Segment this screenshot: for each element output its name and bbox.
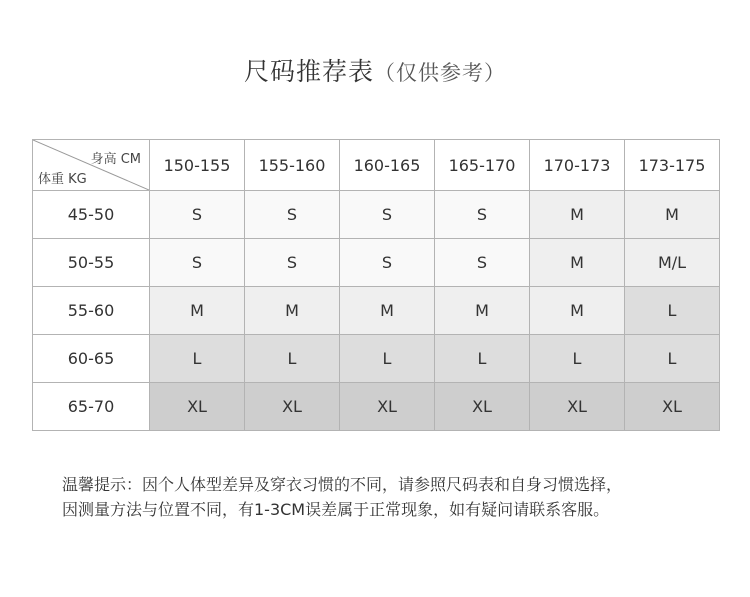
table-row: [33, 383, 720, 431]
size-cell: XL: [340, 383, 435, 431]
size-cell: L: [340, 335, 435, 383]
weight-range-cell: 60-65: [33, 335, 150, 383]
size-cell: S: [245, 191, 340, 239]
height-range-header: 155-160: [245, 140, 340, 191]
size-cell: XL: [150, 383, 245, 431]
size-cell: XL: [245, 383, 340, 431]
size-cell: M: [245, 287, 340, 335]
table-row: [33, 335, 720, 383]
table-header-row: [33, 140, 720, 191]
size-cell: M: [530, 191, 625, 239]
table-row: [33, 239, 720, 287]
height-range-header: 150-155: [150, 140, 245, 191]
size-cell: S: [150, 239, 245, 287]
page-title: [0, 52, 750, 88]
note-line-1: 温馨提示：因个人体型差异及穿衣习惯的不同，请参照尺码表和自身习惯选择，: [62, 475, 623, 494]
size-cell: S: [340, 191, 435, 239]
size-cell: L: [530, 335, 625, 383]
table-row: [33, 191, 720, 239]
size-cell: L: [150, 335, 245, 383]
size-cell: L: [435, 335, 530, 383]
note-line-2: 因测量方法与位置不同，有1-3CM误差属于正常现象，如有疑问请联系客服。: [62, 500, 610, 519]
size-cell: S: [340, 239, 435, 287]
weight-range-cell: 65-70: [33, 383, 150, 431]
size-cell: M: [435, 287, 530, 335]
size-cell: M: [530, 239, 625, 287]
title-main: 尺码推荐表: [243, 57, 374, 86]
size-cell: M: [150, 287, 245, 335]
size-cell: XL: [530, 383, 625, 431]
size-cell: S: [245, 239, 340, 287]
corner-weight-label: 体重 KG: [38, 172, 87, 187]
size-cell: XL: [625, 383, 720, 431]
size-chart-table: [32, 139, 720, 431]
table-corner-cell: [33, 140, 150, 191]
table-row: [33, 287, 720, 335]
size-cell: S: [435, 191, 530, 239]
weight-range-cell: 45-50: [33, 191, 150, 239]
height-range-header: 160-165: [340, 140, 435, 191]
size-cell: XL: [435, 383, 530, 431]
size-cell: M: [530, 287, 625, 335]
size-cell: L: [625, 287, 720, 335]
height-range-header: 173-175: [625, 140, 720, 191]
size-tip-note: [62, 472, 622, 522]
size-cell: L: [625, 335, 720, 383]
size-cell: L: [245, 335, 340, 383]
height-range-header: 165-170: [435, 140, 530, 191]
weight-range-cell: 55-60: [33, 287, 150, 335]
size-cell: S: [150, 191, 245, 239]
size-cell: M: [340, 287, 435, 335]
size-cell: S: [435, 239, 530, 287]
size-cell: M: [625, 191, 720, 239]
height-range-header: 170-173: [530, 140, 625, 191]
size-cell: M/L: [625, 239, 720, 287]
title-subtitle: （仅供参考）: [374, 61, 506, 85]
corner-height-label: 身高 CM: [90, 152, 141, 167]
weight-range-cell: 50-55: [33, 239, 150, 287]
